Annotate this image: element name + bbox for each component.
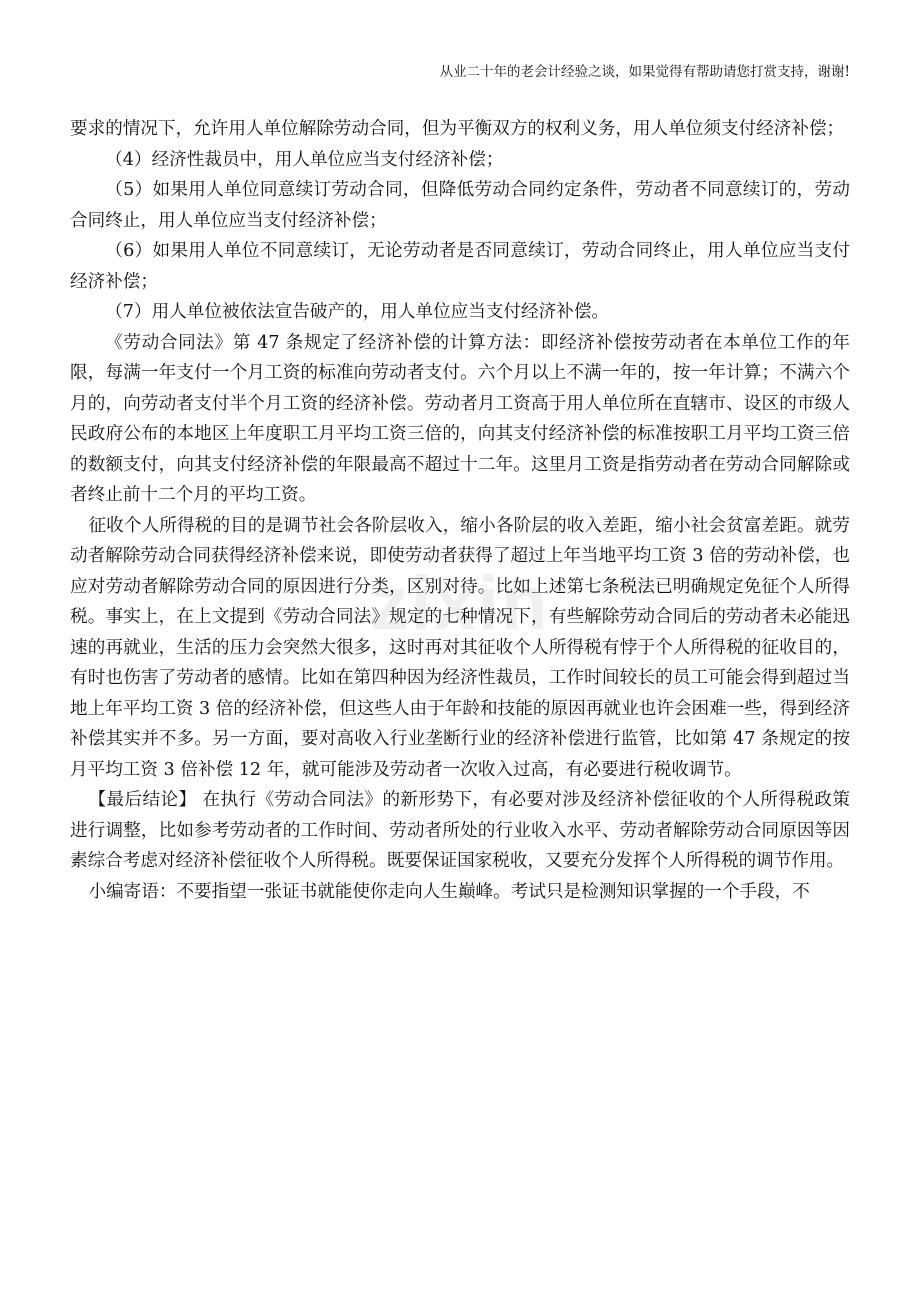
paragraph-item-6: （6）如果用人单位不同意续订，无论劳动者是否同意续订，劳动合同终止，用人单位应当支付经济补偿； bbox=[70, 241, 850, 292]
paragraph-editor-note: 小编寄语：不要指望一张证书就能使你走向人生巅峰。考试只是检测知识掌握的一个手段，不 bbox=[88, 881, 810, 902]
paragraph-calculation-method: 《劳动合同法》第 47 条规定了经济补偿的计算方法：即经济补偿按劳动者在本单位工作的年限，每满一年支付一个月工资的标准向劳动者支付。六个月以上不满一年的，按一年计算；不满六个月的，向劳动者支付半个月工资的经济补偿。劳动者月工资高于用人单位所在直辖市、设区的市级人民政府公布的本地区上年度职工月平均工资三倍的，向其支付经济补偿的标准按职工月平均工资三倍的数额支付，向其支付经济补偿的年限最高不超过十二年。这里月工资是指劳动者在劳动合同解除或者终止前十二个月的平均工资。 bbox=[70, 332, 850, 505]
paragraph-item-4: （4）经济性裁员中，用人单位应当支付经济补偿； bbox=[105, 149, 504, 170]
paragraph-continuation: 要求的情况下，允许用人单位解除劳动合同，但为平衡双方的权利义务，用人单位须支付经济补偿； bbox=[70, 119, 845, 139]
paragraph-tax-purpose: 征收个人所得税的目的是调节社会各阶层收入，缩小各阶层的收入差距，缩小社会贫富差距。就劳动者解除劳动合同获得经济补偿来说，即使劳动者获得了超过上年当地平均工资 3 倍的劳动补偿，也应对劳动者解除劳动合同的原因进行分类，区别对待。比如上述第七条税法已明确规定免征个人所得税。事实上，在上文提到《劳动合同法》规定的七种情况下，有些解除劳动合同后的劳动者未必能迅速的再就业，生活的压力会突然大很多，这时再对其征收个人所得税有悖于个人所得税的征收目的，有时也伤害了劳动者的感情。比如在第四种因为经济性裁员，工作时间较长的员工可能会得到超过当地上年平均工资 3 倍的经济补偿，但这些人由于年龄和技能的原因再就业也许会困难一些，得到经济补偿其实并不多。另一方面，要对高收入行业垄断行业的经济补偿进行监管，比如第 47 条规定的按月平均工资 3 倍补偿 12 年，就可能涉及劳动者一次收入过高，有必要进行税收调节。 bbox=[70, 515, 850, 780]
page-header-note: 从业二十年的老会计经验之谈，如果觉得有帮助请您打赏支持，谢谢! bbox=[439, 64, 850, 80]
paragraph-conclusion: 【最后结论】 在执行《劳动合同法》的新形势下，有必要对涉及经济补偿征收的个人所得税政策进行调整，比如参考劳动者的工作时间、劳动者所处的行业收入水平、劳动者解除劳动合同原因等因素综合考虑对经济补偿征收个人所得税。既要保证国家税收，又要充分发挥个人所得税的调节作用。 bbox=[70, 790, 850, 871]
document-body bbox=[70, 114, 850, 907]
watermark: zixin bbox=[370, 561, 550, 646]
paragraph-item-7: （7）用人单位被依法宣告破产的，用人单位应当支付经济补偿。 bbox=[105, 302, 610, 322]
paragraph-item-5: （5）如果用人单位同意续订劳动合同，但降低劳动合同约定条件，劳动者不同意续订的，劳动合同终止，用人单位应当支付经济补偿； bbox=[70, 180, 850, 231]
